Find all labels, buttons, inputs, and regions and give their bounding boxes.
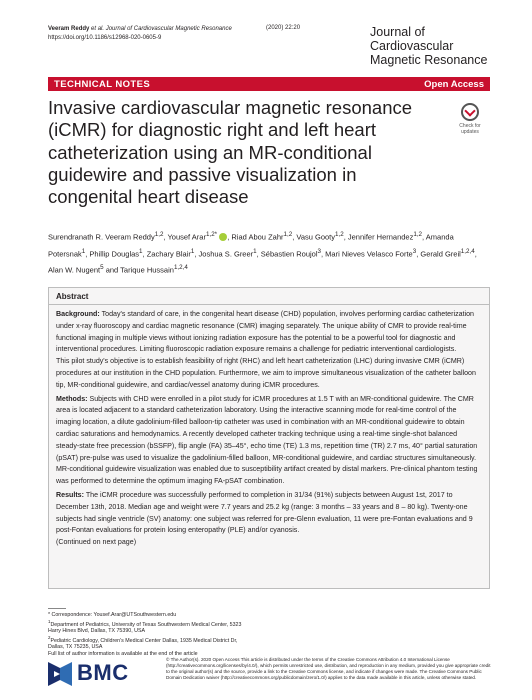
article-title: Invasive cardiovascular magnetic resonance (iCMR) for diagnostic right and left heart catheterization using an MR-conditional guidewire and passive visualization in congenital heart disease [48,97,413,208]
journal-name-line1: Journal of Cardiovascular [370,25,454,53]
article-type: TECHNICAL NOTES [54,78,151,90]
open-access-label: Open Access [424,78,484,90]
correspondence: * Correspondence: Yousef.Arar@UTSouthwestern.edu [48,612,177,618]
check-updates-label: Check for updates [459,123,481,135]
abstract-heading: Abstract [49,292,489,305]
affiliation-1: $^1$Department of Pediatrics, University of Texas Southwestern Medical Center, 5323 Harry Hines Blvd, Dallas, TX 75390, USA [48,618,242,635]
doi-link[interactable]: https://doi.org/10.1186/s12968-020-0605-9 [48,35,162,41]
citation-line [48,25,232,33]
citation-etal: et al. [89,26,105,32]
journal-name [370,25,490,67]
abstract-objective: This pilot study's objective is to establish feasibility of right (RHC) and left heart catheterization (LHC) during invasive CMR (iCMR) procedures at our institution in the CHD population. Furthermore, we aim to improve simultaneous visualization of the catheter balloon tip, MR-conditional guidewire, and cardiac/vessel anatomy during iCMR procedures. [56,357,476,389]
abstract-box [48,287,490,589]
affiliation-2: $^2$Pediatric Cardiology, Children's Medical Center Dallas, 1935 Medical District Dr, Dallas, TX 75235, USA [48,634,238,651]
full-author-info-note: Full list of author information is available at the end of the article [48,651,198,658]
footnotes [48,608,248,658]
license-text: © The Author(s). 2020 Open Access This article is distributed under the terms of the Creative Commons Attribution 4.0 International License (http://creativecommons.org/licenses/by/4.0/), which permits unrestricted use, distribution, and reproduction in any medium, provided you give appropriate credit to the original author(s) and the source, provide a link to the Creative Commons license, and indicate if changes were made. The Creative Commons Public Domain Dedication waiver (http://creativecommons.org/publicdomain/zero/1.0/) applies to the data made available in this article, unless otherwise stated. [166,657,491,680]
page-header [48,25,490,67]
citation-journal: Journal of Cardiovascular Magnetic Resonance [105,26,232,32]
correspondence-email[interactable]: Yousef.Arar@UTSouthwestern.edu [93,612,177,618]
article-type-banner [48,77,490,91]
bmc-logo-icon [48,662,72,686]
bmc-logo-text: BMC [77,660,129,685]
citation-authors: Veeram Reddy [48,26,90,32]
abstract-methods: Methods: Subjects with CHD were enrolled in a pilot study for iCMR procedures at 1.5 T with an MR-conditional guidewire. The CMR area is located adjacent to a standard catheterization laboratory. Using the interactive scanning mode for real-time control of the imaging location, a dilute gadolinium-filled balloon-tip catheter was used in combination with an MR-conditional guidewire to obtain cardiac saturations and hemodynamics. A recently developed catheter tracking technique using a real-time single-shot balanced steady-state free precession (bSSFP), flip angle (FA) 35–45°, echo time (TE) 1.3 ms, repetition time (TR) 2.7 ms, 40° partial saturation (pSAT) pre-pulse was used to visualize the gadolinium-filled balloon, MR-conditional guidewire, and cardiac structures simultaneously. MR-conditional guidewire visualization was enabled due to susceptibility artifact created by distal markers. Pre-clinical phantom testing was performed to determine the optimum imaging FA-pSAT combination. [56,394,478,486]
abstract-continued: (Continued on next page) [56,538,137,547]
abstract-results: Results: The iCMR procedure was successfully performed to completion in 31/34 (91%) subjects between August 1st, 2017 to December 13th, 2018. Median age and weight were 7.7 years and 25.2 kg (range: 3 months – 33 years and 8 – 80 kg). Twenty-one subjects had single ventricle (SV) anatomy: one subject was referred for pre-Glenn evaluation, 11 were pre-Fontan evaluations and 9 post-Fontan evaluations for protein losing enteropathy (PLE) and/or cyanosis. [56,490,473,535]
check-updates-icon [461,103,479,121]
orcid-icon[interactable] [219,233,227,241]
journal-name-line2: Magnetic Resonance [370,53,488,67]
bmc-logo [48,660,138,688]
footnote-rule [48,608,66,609]
check-for-updates-button[interactable] [451,103,489,141]
citation-year-page: (2020) 22:20 [266,25,301,31]
abstract-background: Background: Today's standard of care, in the congenital heart disease (CHD) population, involves performing cardiac catheterization under x-ray fluoroscopy and cardiac magnetic resonance (CMR) imaging separately. The unique ability of CMR to provide real-time functional imaging in multiple views without ionizing radiation exposure has the potential to be a powerful tool for diagnostic and interventional procedures. Limiting fluoroscopic radiation exposure remains a challenge for pediatric interventional cardiologists. [56,310,474,354]
author-list: Surendranath R. Veeram Reddy$^{1,2}$, Yousef Arar$^{1,2*}$ , Riad Abou Zahr$^{1,2}$, Vasu Gooty$^{1,2}$, Jennifer Hernandez$^{1,2}$, Amanda Potersnak$^1$, Phillip Douglas$^1$, Zachary Blair$^1$, Joshua S. Greer$^1$, Sébastien Roujol$^3$, Mari Nieves Velasco Forte$^3$, Gerald Greil$^{1,2,4}$, Alan W. Nugent$^5$ and Tarique Hussain$^{1,2,4}$ [48,231,477,275]
